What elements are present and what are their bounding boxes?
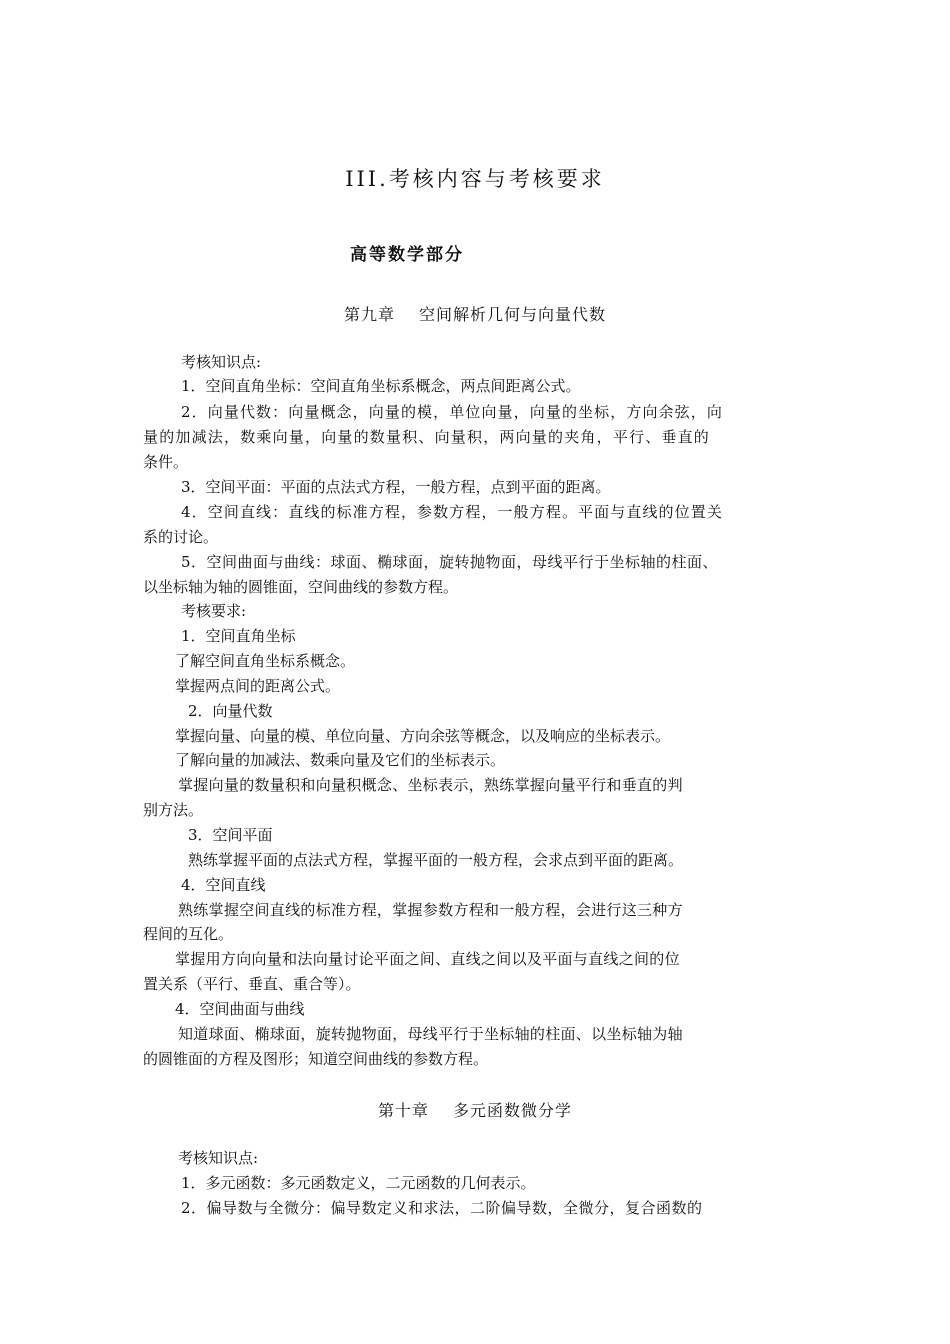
text-line: 了解空间直角坐标系概念。: [175, 652, 356, 670]
text-line: 以坐标轴为轴的圆锥面，空间曲线的参数方程。: [143, 578, 459, 596]
text-line: 1．空间直角坐标：空间直角坐标系概念，两点间距离公式。: [181, 377, 581, 395]
text-line: 熟练掌握平面的点法式方程，掌握平面的一般方程，会求点到平面的距离。: [188, 851, 684, 869]
text-line: 量的加减法，数乘向量，向量的数量积、向量积，两向量的夹角，平行、垂直的: [143, 428, 711, 446]
chapter-10-heading: [0, 1098, 950, 1121]
text-line: 掌握向量的数量积和向量积概念、坐标表示，熟练掌握向量平行和垂直的判: [178, 776, 683, 794]
text-line: 4．空间曲面与曲线: [175, 1000, 305, 1018]
text-line: 的圆锥面的方程及图形；知道空间曲线的参数方程。: [143, 1050, 489, 1068]
text-line: 考核知识点:: [178, 1149, 259, 1167]
text-line: 系的讨论。: [143, 528, 219, 546]
text-line: 考核要求:: [181, 602, 247, 620]
chapter-9-heading: [0, 302, 950, 325]
text-line: 1．空间直角坐标: [181, 627, 296, 645]
text-line: 3．空间平面：平面的点法式方程，一般方程，点到平面的距离。: [181, 478, 611, 496]
text-line: 4．空间直线：直线的标准方程，参数方程，一般方程。平面与直线的位置关: [181, 503, 723, 521]
text-line: 5．空间曲面与曲线：球面、椭球面，旋转抛物面，母线平行于坐标轴的柱面、: [181, 553, 719, 571]
chapter-9-number: 第九章: [343, 305, 395, 324]
text-line: 3．空间平面: [188, 826, 273, 844]
text-line: 掌握用方向向量和法向量讨论平面之间、直线之间以及平面与直线之间的位: [175, 950, 680, 968]
text-line: 程间的互化。: [143, 925, 234, 943]
section-heading: 高等数学部分: [350, 245, 464, 265]
text-line: 2．偏导数与全微分：偏导数定义和求法，二阶偏导数，全微分，复合函数的: [181, 1199, 703, 1217]
chapter-10-number: 第十章: [377, 1101, 429, 1120]
text-line: 条件。: [143, 453, 189, 471]
text-line: 别方法。: [143, 801, 204, 819]
text-line: 掌握两点间的距离公式。: [175, 677, 341, 695]
chapter-10-name: 多元函数微分学: [453, 1101, 573, 1120]
text-line: 了解向量的加减法、数乘向量及它们的坐标表示。: [175, 751, 506, 769]
text-line: 4．空间直线: [181, 876, 266, 894]
page-title: III.考核内容与考核要求: [345, 167, 605, 191]
text-line: 考核知识点:: [181, 353, 262, 371]
text-line: 知道球面、椭球面，旋转抛物面，母线平行于坐标轴的柱面、以坐标轴为轴: [178, 1025, 683, 1043]
chapter-9-name: 空间解析几何与向量代数: [419, 305, 607, 324]
text-line: 掌握向量、向量的模、单位向量、方向余弦等概念，以及响应的坐标表示。: [175, 727, 671, 745]
text-line: 1．多元函数：多元函数定义，二元函数的几何表示。: [181, 1174, 536, 1192]
text-line: 2．向量代数：向量概念，向量的模，单位向量，向量的坐标，方向余弦，向: [181, 403, 723, 421]
text-line: 置关系（平行、垂直、重合等）。: [143, 975, 361, 993]
text-line: 2．向量代数: [188, 702, 273, 720]
text-line: 熟练掌握空间直线的标准方程，掌握参数方程和一般方程，会进行这三种方: [178, 901, 683, 919]
